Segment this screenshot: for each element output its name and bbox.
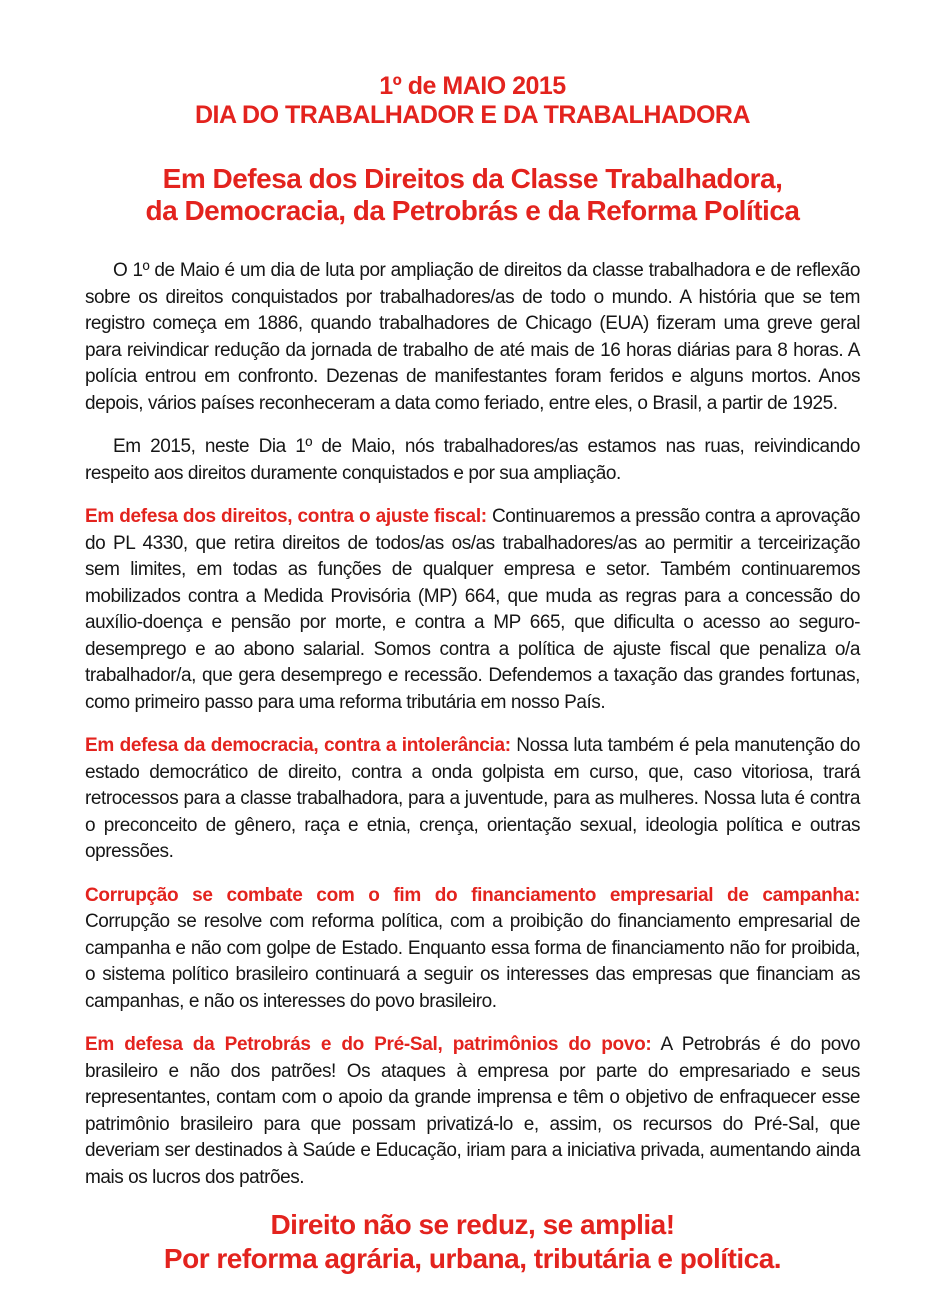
intro-paragraph-history: O 1º de Maio é um dia de luta por ampliação de direitos da classe trabalhadora e de reflexão sobre os direitos conquistados por trabalhadores/as de todo o mundo. A história que se tem registro começa em 1886, quando trabalhadores de Chicago (EUA) fizeram uma greve geral para reivindicar redução da jornada de trabalho de até mais de 16 horas diárias para 8 horas. A polícia entrou em confronto. Dezenas de manifestantes foram feridos e alguns mortos. Anos depois, vários países reconheceram a data como feriado, entre eles, o Brasil, a partir de 1925. — [85, 260, 860, 414]
section-paragraph-ajuste-fiscal — [85, 504, 860, 716]
section-paragraph-petrobras — [85, 1032, 860, 1191]
footer-slogan-line-2: Por reforma agrária, urbana, tributária e política. — [163, 1243, 782, 1274]
section-text-ajuste-fiscal: Continuaremos a pressão contra a aprovação do PL 4330, que retira direitos de todos/as os/as trabalhadores/as ao permitir a terceirização sem limites, em todas as funções de qualquer empresa e setor. Também continuaremos mobilizados contra a Medida Provisória (MP) 664, que muda as regras para a concessão do auxílio-doença e pensão por morte, e contra a MP 665, que dificulta o acesso ao seguro-desemprego e ao abono salarial. Somos contra a política de ajuste fiscal que penaliza o/a trabalhador/a, que gera desemprego e recessão. Defendemos a taxação das grandes fortunas, como primeiro passo para uma reforma tributária em nosso País. — [85, 506, 860, 713]
section-paragraph-corrupcao — [85, 883, 860, 1016]
section-lead-corrupcao: Corrupção se combate com o fim do financiamento empresarial de campanha: — [85, 884, 860, 906]
section-lead-petrobras: Em defesa da Petrobrás e do Pré-Sal, patrimônios do povo: — [85, 1034, 652, 1055]
page-title — [85, 72, 860, 130]
page-subtitle — [85, 163, 860, 227]
footer-slogan-line-1: Direito não se reduz, se amplia! — [270, 1209, 675, 1240]
section-text-democracia: Nossa luta também é pela manutenção do estado democrático de direito, contra a onda golpista em curso, que, caso vitoriosa, trará retrocessos para a classe trabalhadora, para a juventude, para as mulheres. Nossa luta é contra o preconceito de gênero, raça e etnia, crença, orientação sexual, ideologia política e outras opressões. — [85, 735, 860, 862]
section-text-corrupcao: Corrupção se resolve com reforma política, com a proibição do financiamento empresarial de campanha e não com golpe de Estado. Enquanto essa forma de financiamento não for proibida, o sistema político brasileiro continuará a seguir os interesses das empresas que financiam as campanhas, e não os interesses do povo brasileiro. — [85, 911, 860, 1012]
title-line-2: DIA DO TRABALHADOR E DA TRABALHADORA — [194, 101, 751, 129]
section-lead-ajuste-fiscal: Em defesa dos direitos, contra o ajuste fiscal: — [85, 506, 487, 527]
section-text-petrobras: A Petrobrás é do povo brasileiro e não dos patrões! Os ataques à empresa por parte do empresariado e seus representantes, contam com o apoio da grande imprensa e têm o objetivo de enfraquecer esse patrimônio brasileiro para que possam privatizá-lo e, assim, os recursos do Pré-Sal, que deveriam ser destinados à Saúde e Educação, iriam para a iniciativa privada, aumentando ainda mais os lucros dos patrões. — [85, 1034, 860, 1188]
title-line-1: 1º de MAIO 2015 — [379, 72, 566, 100]
section-paragraph-democracia — [85, 733, 860, 866]
subtitle-line-1: Em Defesa dos Direitos da Classe Trabalhadora, — [162, 163, 783, 194]
subtitle-line-2: da Democracia, da Petrobrás e da Reforma Política — [145, 195, 800, 226]
flyer-body — [85, 258, 860, 1191]
section-lead-democracia: Em defesa da democracia, contra a intolerância: — [85, 735, 511, 756]
flyer-header — [85, 72, 860, 227]
intro-paragraph-2015: Em 2015, neste Dia 1º de Maio, nós trabalhadores/as estamos nas ruas, reivindicando respeito aos direitos duramente conquistados e por sua ampliação. — [85, 436, 860, 484]
flyer-footer — [85, 1208, 860, 1276]
